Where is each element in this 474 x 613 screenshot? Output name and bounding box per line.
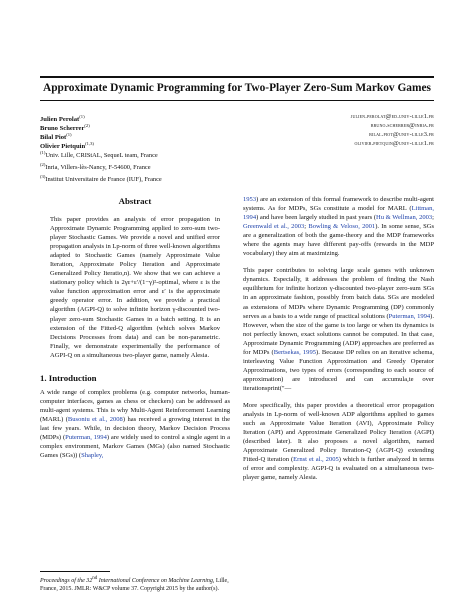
affiliation: $^{(2)}$Inria, Villers-lès-Nancy, F-54600, France (40, 162, 151, 172)
footnote-rule (40, 571, 110, 572)
citation-link[interactable]: Puterman, 1994 (388, 312, 431, 320)
abstract-heading: Abstract (118, 196, 152, 206)
citation-link[interactable]: Busoniu et al., 2008 (67, 415, 123, 423)
citation-link[interactable]: Bertsekas, 1995 (273, 348, 317, 356)
paper-title: Approximate Dynamic Programming for Two-Player Zero-Sum Markov Games (43, 82, 431, 94)
citation-link[interactable]: Littman, 1994 (243, 205, 434, 222)
intro-paragraph: A wide range of complex problems (e.g. computer networks, human-computer interfaces, games as chess or checkers) can be addressed as multi-agent systems. This is why Multi-Agent Reinforcement Learning (MARL) (Busoniu et al., 2008) has received a growing interest in the last few years. While, in decision theory, Markov Decision Process (MDPs) (Puterman, 1994) are widely used to control a single agent in a complex environment, Markov Games (MGs) (also named Stochastic Games (SGs)) (Shapley, (40, 388, 230, 460)
author-row (40, 130, 434, 142)
author-email: olivier.pietquin@univ-lille1.fr (354, 140, 434, 147)
author-email: bilal.piot@univ-lille3.fr (369, 131, 434, 138)
citation-link[interactable]: 1953 (243, 196, 257, 203)
citation-link[interactable]: Greenwald et al., 2003 (243, 223, 305, 231)
left-column (40, 195, 230, 468)
body-paragraph: This paper contributes to solving large scale games with unknown dynamics. Especially, it addresses the problem of finding the Nash equilibrium for infinite horizon γ-discounted two-player zero-sum SGs in an approximate fashion, possibly from batch data. SGs are modeled as extensions of MDPs where Dynamic Programming (DP) commonly serves as a basis to a wide range of practical solutions (Puterman, 1994). However, when the size of the game is too large or when its dynamics is not perfectly known, exact solutions cannot be computed. In that case, Approximate Dynamic Programming (ADP) approaches are preferred as for MDPs (Bertsekas, 1995). Because DP relies on an iterative schema, interleaving Value Function Approximation and Greedy Operator Approximations, two types of errors (corresponding to each source of approximation) are introduced and can accumula,te over iterationsprint("— (243, 267, 434, 392)
author-name: Bilal Piot$^{(1)}$ (40, 132, 72, 142)
introduction-heading: 1. Introduction (40, 372, 97, 383)
author-name: Olivier Pietquin$^{(1,3)}$ (40, 141, 94, 151)
author-name: Julien Perolat$^{(1)}$ (40, 114, 85, 124)
citation-link[interactable]: Hu & Wellman, 2003 (376, 214, 433, 222)
body-paragraph: More specifically, this paper provides a theoretical error propagation analysis in Lp-norm of well-known ADP algorithms applied to games such as Approximate Value Iteration (AVI), Approximate Policy Iteration (API) and Approximate Generalized Policy Iteration (AGPI) (described later). It also proposes a novel algorithm, named Approximate Generalized Policy Iteration-Q (AGPI-Q) extending Fitted-Q iteration (Ernst et al., 2005) which is further analyzed in terms of error and complexity. AGPI-Q is evaluated on a simultaneous two-player game, namely Alesia. (243, 401, 434, 482)
citation-link[interactable]: Bowling & Veloso, 2001 (308, 223, 376, 231)
citation-link[interactable]: Shapley, (81, 452, 104, 460)
author-row (40, 121, 434, 133)
affiliation: $^{(3)}$Institut Universitaire de France (IUF), France (40, 174, 162, 184)
affiliation: $^{(1)}$Univ. Lille, CRIStAL, SequeL team, France (40, 150, 158, 160)
abstract-text: This paper provides an analysis of error propagation in Approximate Dynamic Programming applied to zero-sum two-player Stochastic Games. We provide a novel and unified error propagation analysis in Lp-norm of three well-known algorithms adapted to Stochastic Games (namely Approximate Value Iteration, Approximate Policy Iteration and Approximate Generalized Policy Iteratio,n). We show that we can achieve a stationary policy which is 2γε+ε′/(1−γ)²-optimal, where ε is the value function approximation error and ε′ is the approximate greedy operator error. In addition, we provide a practical algorithm (AGPI-Q) to solve infinite horizon γ-discounted two-player zero-sum Stochastic Games in a batch setting. It is an extension of the Fitted-Q algorithm (which solves Markov Decisions Processes from data) and can be non-parametric. Finally, we demonstrate experimentally the performance of AGPI-Q on a simultaneous two-player game, namely Alesia. (50, 216, 220, 359)
author-row (40, 139, 434, 151)
author-email: julien.perolat@ed.univ-lille1.fr (350, 113, 434, 120)
title-bottom-rule (40, 100, 434, 101)
title-top-rule (40, 76, 434, 78)
citation-link[interactable]: Ernst et al., 2005 (293, 456, 339, 464)
body-paragraph: 1953) are an extension of this formal framework to describe multi-agent systems. As for MDPs, SGs constitute a model for MARL (Littman, 1994) and have been largely studied in past years (Hu & Wellman, 2003; Greenwald et al., 2003; Bowling & Veloso, 2001). In some sense, SGs are a generalization of both the game-theory and the MDP frameworks where the agents may have different pay-offs (rewards in the MDP vocabulary) they aim at maximizing. (243, 196, 434, 258)
author-email: bruno.scherrer@inria.fr (370, 122, 434, 129)
author-block (40, 112, 434, 184)
right-column (243, 195, 434, 490)
citation-link[interactable]: Puterman, 1994 (65, 433, 107, 441)
proceedings-footnote: Proceedings of the 32nd International Conference on Machine Learning, Lille, France, 2015. JMLR: W&CP volume 37. Copyright 2015 by the author(s). (40, 576, 229, 592)
author-row (40, 112, 434, 124)
author-name: Bruno Scherrer$^{(2)}$ (40, 123, 90, 133)
